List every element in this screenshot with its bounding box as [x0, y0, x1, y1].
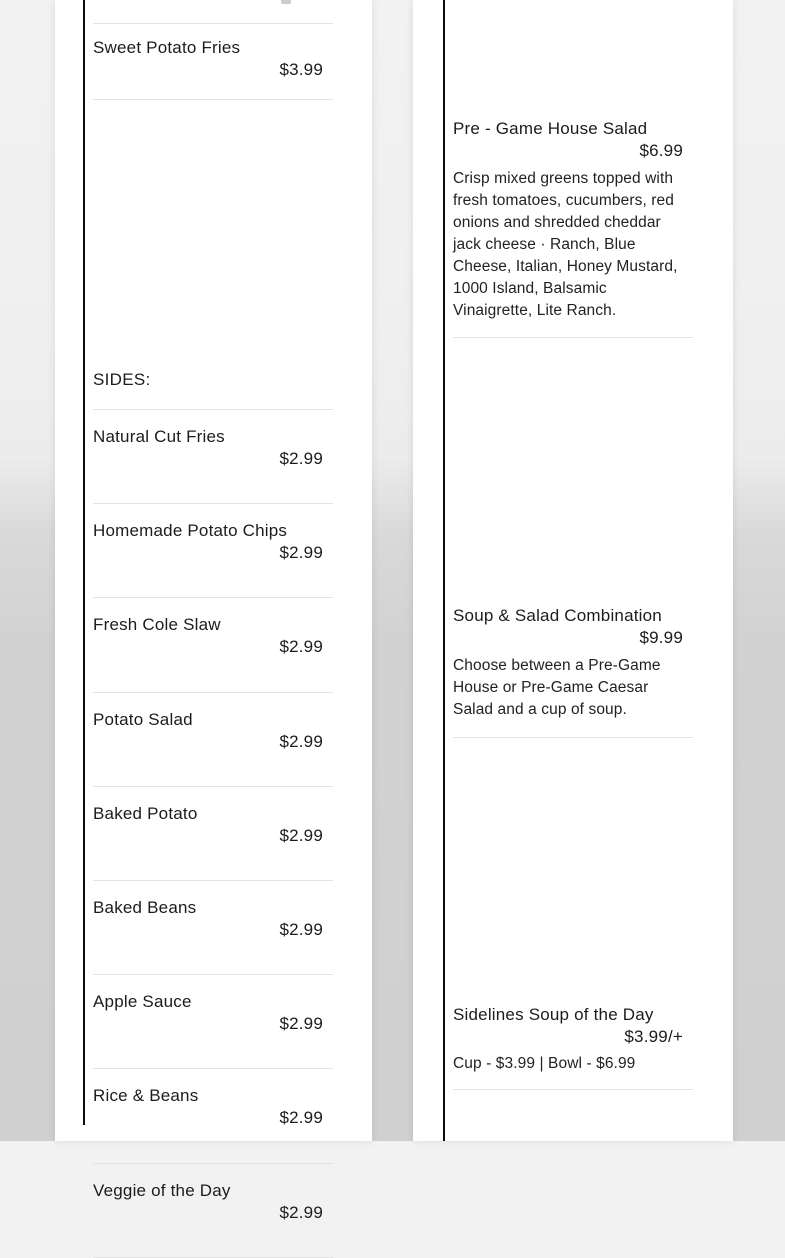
menu-item [93, 598, 333, 692]
divider [453, 737, 693, 738]
menu-item-name: Sidelines Soup of the Day [453, 1005, 654, 1024]
menu-item-name: Baked Beans [93, 897, 197, 917]
menu-item-price: $2.99 [279, 825, 323, 845]
menu-item-price: $2.99 [279, 1014, 323, 1034]
menu-item [93, 787, 333, 881]
menu-item [93, 504, 333, 598]
menu-item-name: Potato Salad [93, 709, 193, 729]
menu-item [93, 1069, 333, 1163]
menu-item-price: $2.99 [279, 1202, 323, 1222]
menu-item-price: $9.99 [639, 628, 683, 647]
menu-item-name: Soup & Salad Combination [453, 606, 662, 625]
menu-item [453, 1004, 693, 1075]
sides-list [93, 410, 333, 1258]
menu-item-name: Fresh Cole Slaw [93, 615, 221, 635]
section-heading: SIDES: [93, 370, 151, 389]
menu-item-price: $2.99 [279, 543, 323, 563]
menu-item [93, 1164, 333, 1258]
menu-item-name: Sweet Potato Fries [93, 38, 241, 57]
menu-item-price: $2.99 [279, 731, 323, 751]
divider [453, 1089, 693, 1090]
menu-item-description: Choose between a Pre-Game House or Pre-Game Caesar Salad and a cup of soup. [453, 657, 661, 718]
divider [93, 99, 333, 100]
menu-item-name: Homemade Potato Chips [93, 521, 288, 541]
menu-page-right [413, 0, 733, 1141]
menu-item-price: $2.99 [279, 1108, 323, 1128]
page-frame-line [443, 0, 445, 1141]
menu-item [453, 605, 693, 721]
menu-item-price: $2.99 [279, 449, 323, 468]
menu-item [93, 975, 333, 1069]
menu-item-price: $6.99 [639, 141, 683, 160]
menu-item-name: Rice & Beans [93, 1086, 199, 1106]
menu-item-description: Cup - $3.99 | Bowl - $6.99 [453, 1055, 636, 1072]
divider [453, 337, 693, 338]
menu-page-left [55, 0, 372, 1222]
menu-item-name: Veggie of the Day [93, 1180, 231, 1200]
menu-item-description: Crisp mixed greens topped with fresh tomatoes, cucumbers, red onions and shredded cheddar jack cheese · Ranch, Blue Cheese, Italian, Honey Mustard, 1000 Island, Balsamic Vinaigrette, Lite Ranch. [453, 170, 678, 319]
divider [93, 23, 333, 24]
menu-item-name: Apple Sauce [93, 992, 192, 1012]
page-frame-line [83, 0, 85, 1125]
menu-item-name: Baked Potato [93, 803, 198, 823]
menu-item-name: Pre - Game House Salad [453, 119, 648, 138]
menu-item [453, 118, 693, 322]
menu-item [93, 693, 333, 787]
menu-item [93, 410, 333, 504]
menu-item-name: Natural Cut Fries [93, 427, 225, 446]
right-page-content [453, 0, 693, 1141]
menu-item-price: $2.99 [279, 637, 323, 657]
menu-item [93, 881, 333, 975]
menu-item-price: $3.99/+ [624, 1027, 683, 1046]
menu-item [93, 37, 333, 81]
menu-item-price: $2.99 [279, 919, 323, 939]
menu-item-price: $3.99 [279, 60, 323, 79]
left-page-content [93, 0, 333, 1222]
